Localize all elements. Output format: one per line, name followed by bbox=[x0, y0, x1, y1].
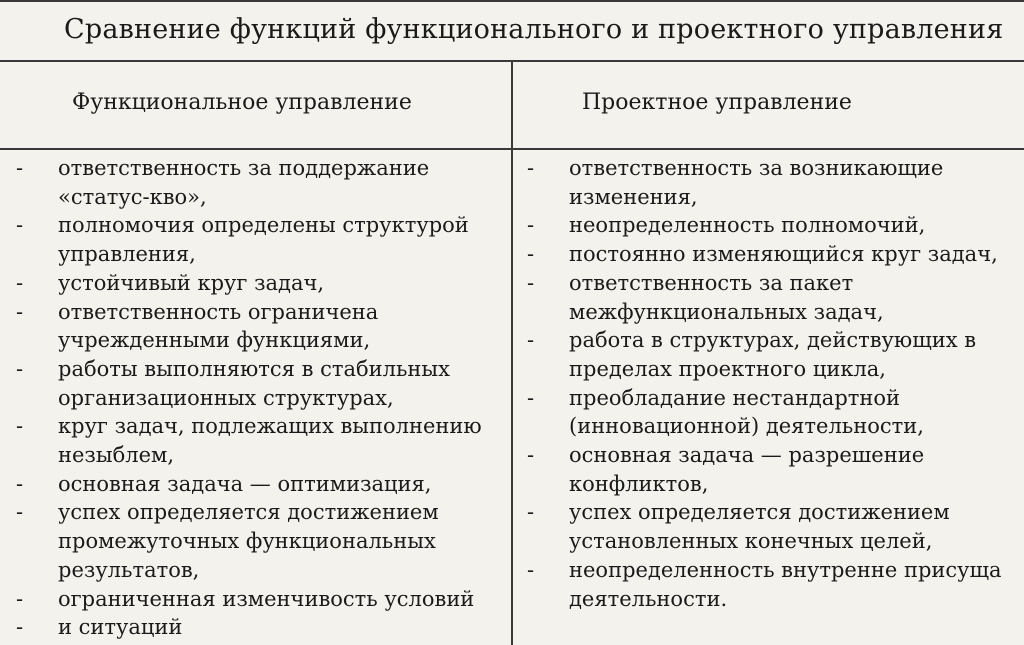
list-item bbox=[0, 613, 508, 642]
list-item bbox=[513, 269, 1024, 326]
list-item bbox=[513, 211, 1024, 240]
bullet-dash: - bbox=[527, 443, 535, 468]
list-item-text: устойчивый круг задач, bbox=[58, 270, 325, 295]
bullet-dash: - bbox=[16, 586, 24, 611]
list-item-text: ответственность за возникающие изменения, bbox=[569, 156, 944, 209]
bullet-dash: - bbox=[16, 356, 24, 381]
list-item-text: работы выполняются в стабильных организационных структурах, bbox=[58, 356, 450, 410]
bullet-dash: - bbox=[16, 615, 24, 640]
bullet-dash: - bbox=[16, 471, 24, 496]
list-item-text: неопределенность внутренне присуща деятельности. bbox=[569, 557, 1002, 611]
list-item bbox=[513, 498, 1024, 555]
bullet-dash: - bbox=[16, 414, 24, 439]
list-item-text: успех определяется достижением установленных конечных целей, bbox=[569, 500, 950, 554]
list-item bbox=[0, 470, 508, 499]
bullet-dash: - bbox=[16, 500, 24, 525]
project-list bbox=[513, 154, 1024, 613]
list-item bbox=[513, 384, 1024, 441]
list-item-text: и ситуаций bbox=[58, 615, 183, 640]
list-item bbox=[0, 498, 508, 584]
list-item bbox=[0, 269, 508, 298]
bullet-dash: - bbox=[527, 557, 535, 582]
list-item bbox=[0, 298, 508, 355]
list-item-text: ограниченная изменчивость условий bbox=[58, 586, 475, 611]
list-item bbox=[513, 556, 1024, 613]
functional-list bbox=[0, 154, 508, 642]
bullet-dash: - bbox=[16, 299, 24, 324]
list-item bbox=[0, 211, 508, 268]
list-item-text: неопределенность полномочий, bbox=[569, 213, 926, 238]
bullet-dash: - bbox=[16, 156, 24, 180]
list-item-text: преобладание нестандартной (инновационной) деятельности, bbox=[569, 385, 924, 439]
list-item-text: работа в структурах, действующих в пределах проектного цикла, bbox=[569, 328, 977, 381]
bullet-dash: - bbox=[527, 500, 535, 525]
list-item-text: основная задача — оптимизация, bbox=[58, 471, 432, 496]
bullet-dash: - bbox=[527, 385, 535, 410]
list-item bbox=[513, 326, 1024, 383]
table-title: Сравнение функций функционального и проектного управления bbox=[64, 14, 1004, 45]
list-item-text: ответственность ограничена учрежденными функциями, bbox=[58, 299, 379, 353]
bullet-dash: - bbox=[527, 242, 535, 267]
bullet-dash: - bbox=[527, 156, 535, 180]
list-item-text: полномочия определены структурой управления, bbox=[58, 213, 469, 267]
title-row bbox=[0, 0, 1024, 62]
list-item bbox=[0, 355, 508, 412]
list-item-text: круг задач, подлежащих выполнению незыблем, bbox=[58, 414, 482, 468]
bullet-dash: - bbox=[527, 213, 535, 238]
list-item-text: основная задача — разрешение конфликтов, bbox=[569, 443, 925, 496]
list-item bbox=[0, 154, 508, 211]
bullet-dash: - bbox=[527, 270, 535, 295]
list-item bbox=[513, 441, 1024, 498]
column-header-project: Проектное управление bbox=[582, 90, 852, 115]
list-item bbox=[513, 240, 1024, 269]
list-item-text: успех определяется достижением промежуточных функциональных результатов, bbox=[58, 500, 439, 582]
list-item bbox=[513, 154, 1024, 211]
bullet-dash: - bbox=[527, 328, 535, 353]
list-item-text: постоянно изменяющийся круг задач, bbox=[569, 242, 998, 267]
list-item-text: ответственность за пакет межфункциональных задач, bbox=[569, 270, 884, 324]
list-item bbox=[0, 412, 508, 469]
list-item-text: ответственность за поддержание «статус-кво», bbox=[58, 156, 430, 209]
bullet-dash: - bbox=[16, 213, 24, 238]
bullet-dash: - bbox=[16, 270, 24, 295]
column-header-functional: Функциональное управление bbox=[72, 90, 412, 115]
list-item bbox=[0, 585, 508, 614]
